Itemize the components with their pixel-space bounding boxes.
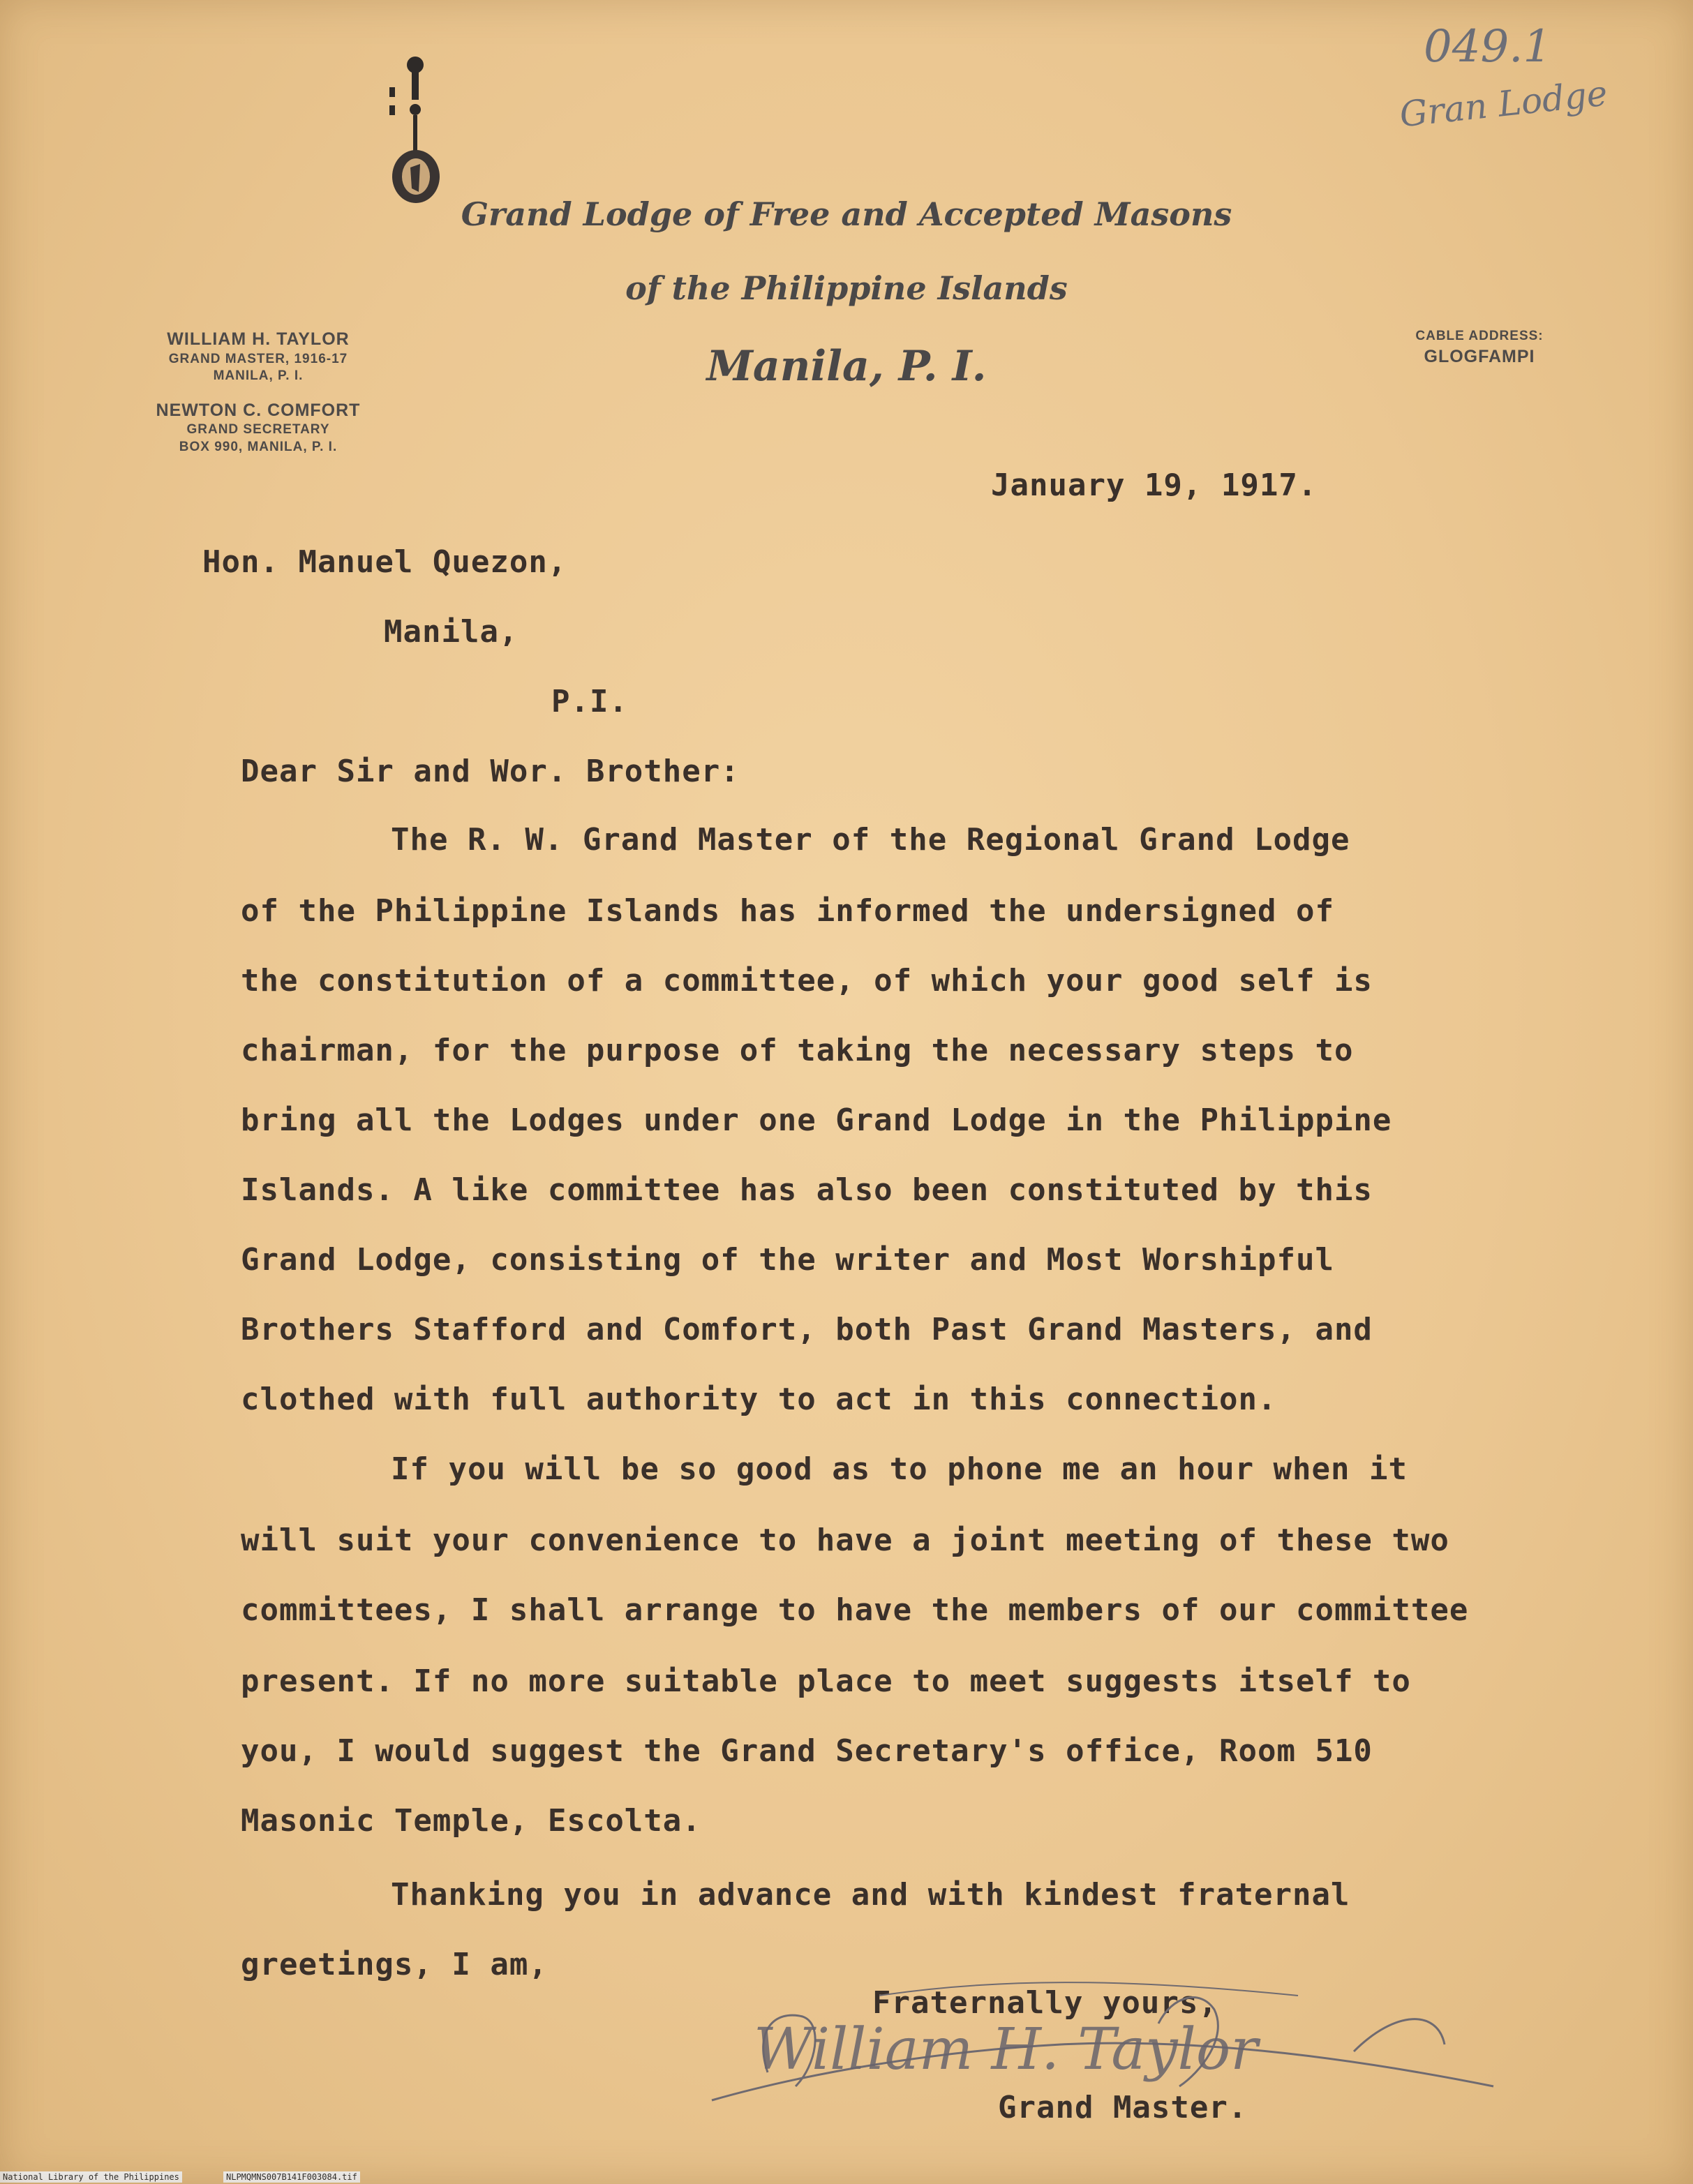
signature-text: William H. Taylor [754, 2017, 1258, 2083]
paragraph-line: Grand Lodge, consisting of the writer and Most Worshipful [241, 1242, 1334, 1278]
letter-date: January 19, 1917. [991, 468, 1318, 503]
recipient-region: P.I. [551, 684, 628, 719]
letterhead-officers [119, 328, 398, 456]
grand-secretary-role: GRAND SECRETARY [186, 422, 330, 437]
paragraph-line: you, I would suggest the Grand Secretary's office, Room 510 [241, 1733, 1373, 1769]
paragraph-line: of the Philippine Islands has informed the undersigned of [241, 893, 1334, 929]
paragraph-line: The R. W. Grand Master of the Regional Grand Lodge [391, 822, 1350, 858]
grand-master-place: MANILA, P. I. [213, 368, 304, 384]
grand-master-role: GRAND MASTER, 1916-17 [168, 351, 348, 366]
letterhead-title-line1: Grand Lodge of Free and Accepted Masons [461, 195, 1232, 233]
paragraph-line: chairman, for the purpose of taking the necessary steps to [241, 1033, 1354, 1068]
paragraph-line: greetings, I am, [241, 1947, 548, 1982]
paragraph-line: Thanking you in advance and with kindest fraternal [391, 1877, 1350, 1913]
closing: Fraternally yours, [872, 1985, 1218, 2021]
grand-master-name: WILLIAM H. TAYLOR [167, 329, 350, 349]
archive-note-number: 049.1 [1424, 21, 1552, 73]
recipient-city: Manila, [384, 614, 519, 650]
paragraph-line: Brothers Stafford and Comfort, both Past Grand Masters, and [241, 1312, 1373, 1347]
grand-secretary-place: BOX 990, MANILA, P. I. [179, 440, 338, 455]
footer-library-label: National Library of the Philippines [0, 2171, 182, 2183]
paragraph-line: will suit your convenience to have a joint meeting of these two [241, 1523, 1449, 1558]
cable-address-label: CABLE ADDRESS: [1415, 329, 1544, 343]
cable-address-block [1375, 328, 1584, 368]
signer-title: Grand Master. [998, 2090, 1248, 2125]
paper-clip-mark [370, 52, 461, 206]
letterhead-title-line2: of the Philippine Islands [625, 269, 1068, 307]
letterhead-title-line3: Manila, P. I. [706, 342, 987, 391]
salutation: Dear Sir and Wor. Brother: [241, 754, 740, 789]
paragraph-line: clothed with full authority to act in this connection. [241, 1382, 1277, 1417]
footer-file-label: NLPMQMNS007B141F003084.tif [223, 2171, 360, 2183]
recipient-name: Hon. Manuel Quezon, [202, 544, 567, 580]
paragraph-line: committees, I shall arrange to have the members of our committee [241, 1592, 1469, 1628]
paragraph-line: bring all the Lodges under one Grand Lodge in the Philippine [241, 1102, 1392, 1138]
paragraph-line: the constitution of a committee, of which your good self is [241, 963, 1373, 998]
paragraph-line: Islands. A like committee has also been constituted by this [241, 1172, 1373, 1208]
paragraph-line: present. If no more suitable place to meet suggests itself to [241, 1663, 1411, 1699]
archive-note-label: Gran Lodge [1397, 73, 1609, 135]
paragraph-line: Masonic Temple, Escolta. [241, 1803, 701, 1839]
cable-address-value: GLOGFAMPI [1424, 346, 1535, 366]
grand-secretary-name: NEWTON C. COMFORT [156, 400, 361, 420]
paragraph-line: If you will be so good as to phone me an hour when it [391, 1451, 1408, 1487]
